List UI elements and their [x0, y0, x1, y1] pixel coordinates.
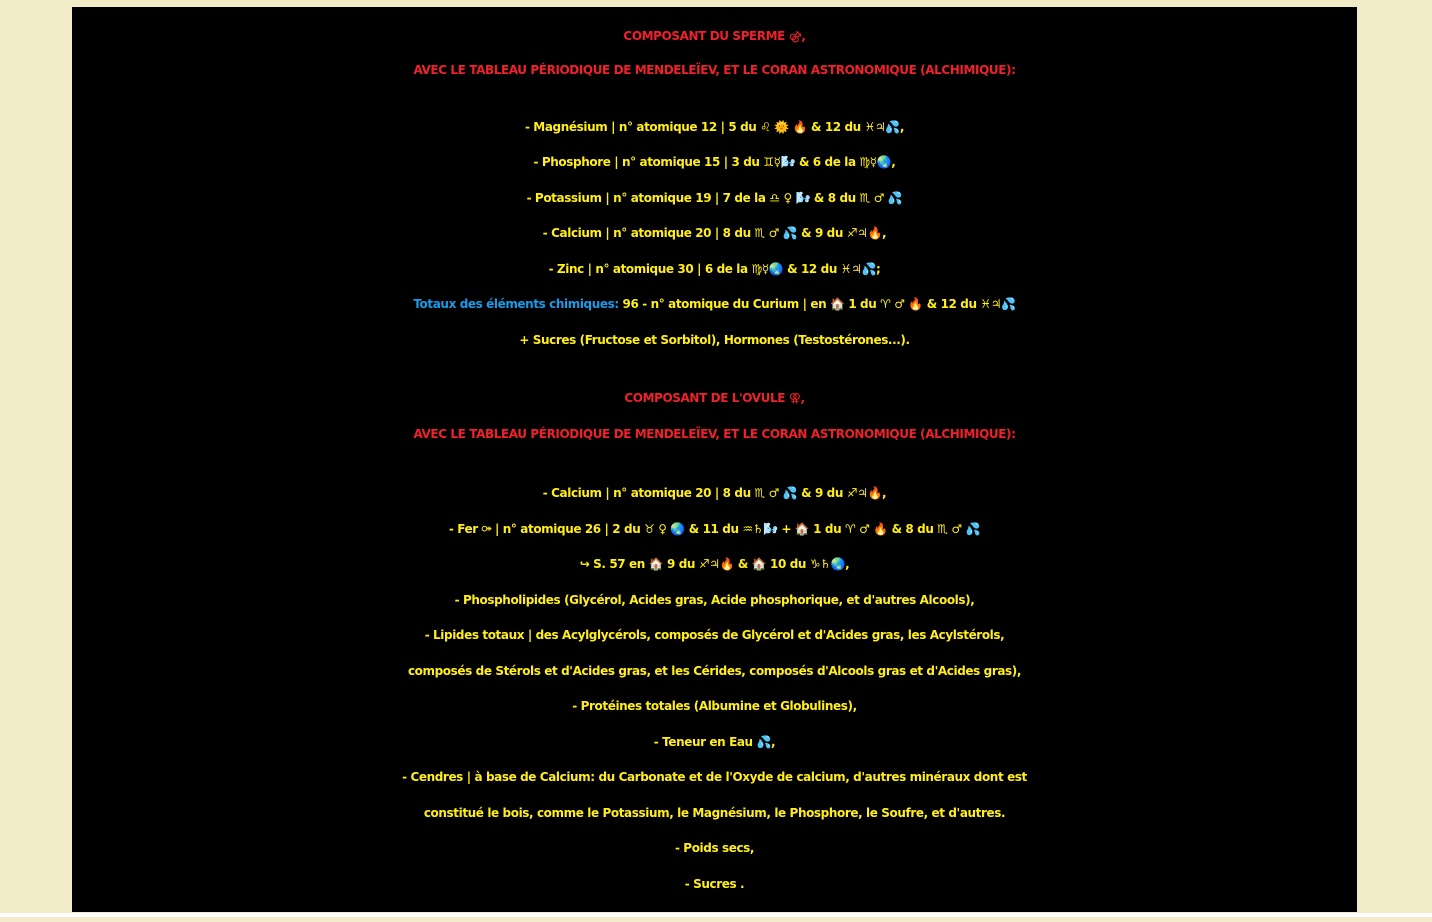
content-panel [72, 7, 1357, 912]
list-item: - Phosphore | n° atomique 15 | 3 du ♊☿🌬️ & 6 de la ♍☿🌏, [533, 155, 896, 169]
list-item: ↪ S. 57 en 🏠 9 du ♐♃🔥 & 🏠 10 du ♑♄🌏, [579, 557, 850, 571]
sperm-title: COMPOSANT DU SPERME ⚣, [623, 29, 806, 43]
list-item: - Lipides totaux | des Acylglycérols, composés de Glycérol et d'Acides gras, les Acylstérols, [424, 628, 1005, 642]
ovule-title: COMPOSANT DE L'OVULE ⚢, [624, 391, 805, 405]
list-item: - Fer ⚩ | n° atomique 26 | 2 du ♉ ♀ 🌏 & 11 du ♒♄🌬️ + 🏠 1 du ♈ ♂ 🔥 & 8 du ♏ ♂ 💦 [448, 522, 981, 536]
bottom-divider [0, 913, 1432, 917]
list-item: - Zinc | n° atomique 30 | 6 de la ♍☿🌏 & 12 du ♓♃💦; [548, 262, 881, 276]
list-item: constitué le bois, comme le Potassium, le Magnésium, le Phosphore, le Soufre, et d'autres. [423, 806, 1006, 820]
list-item: - Teneur en Eau 💦, [653, 735, 776, 749]
list-item: - Poids secs, [674, 841, 755, 855]
list-item: - Cendres | à base de Calcium: du Carbonate et de l'Oxyde de calcium, d'autres minéraux dont est [402, 770, 1027, 784]
totals-text: 96 - n° atomique du Curium | en 🏠 1 du ♈ ♂ 🔥 & 12 du ♓♃💦 [618, 297, 1016, 311]
list-item: - Calcium | n° atomique 20 | 8 du ♏ ♂ 💦 & 9 du ♐♃🔥, [542, 486, 887, 500]
list-item: - Sucres . [684, 877, 745, 891]
list-item: - Potassium | n° atomique 19 | 7 de la ♎ ♀ 🌬️ & 8 du ♏ ♂ 💦 [526, 191, 903, 205]
ovule-subtitle: AVEC LE TABLEAU PÉRIODIQUE DE MENDELEÏEV, ET LE CORAN ASTRONOMIQUE (ALCHIMIQUE): [413, 427, 1016, 441]
sperm-extra: + Sucres (Fructose et Sorbitol), Hormones (Testostérones...). [519, 333, 910, 347]
totals-line [72, 287, 1357, 321]
list-item: - Calcium | n° atomique 20 | 8 du ♏ ♂ 💦 & 9 du ♐♃🔥, [542, 226, 887, 240]
sperm-subtitle: AVEC LE TABLEAU PÉRIODIQUE DE MENDELEÏEV, ET LE CORAN ASTRONOMIQUE (ALCHIMIQUE): [413, 63, 1016, 77]
list-item: - Protéines totales (Albumine et Globulines), [572, 699, 857, 713]
list-item: - Magnésium | n° atomique 12 | 5 du ♌ 🌞 🔥 & 12 du ♓♃💦, [524, 120, 905, 134]
list-item: - Phospholipides (Glycérol, Acides gras, Acide phosphorique, et d'autres Alcools), [454, 593, 975, 607]
totals-label: Totaux des éléments chimiques: [413, 297, 619, 311]
list-item: composés de Stérols et d'Acides gras, et les Cérides, composés d'Alcools gras et d'Acides gras), [407, 664, 1022, 678]
